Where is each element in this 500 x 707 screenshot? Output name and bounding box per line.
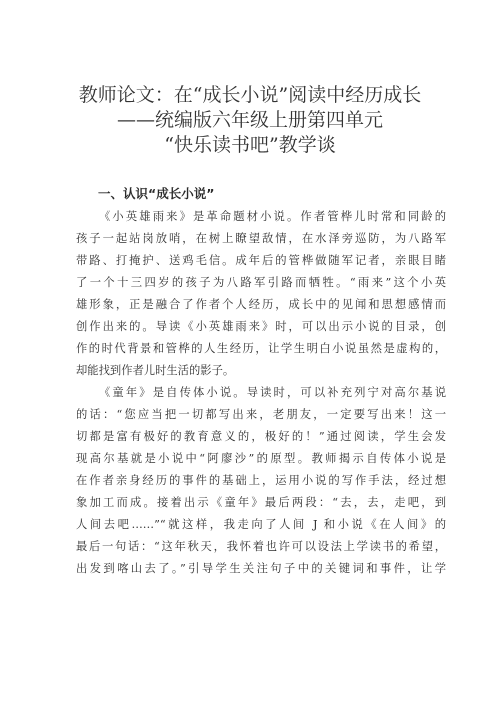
paragraph-line: 创作出来的。导读《小英雄雨来》时，可以出示小说的目录，创 xyxy=(76,320,446,333)
subtitle-line: ——统编版六年级上册第四单元 xyxy=(116,109,383,131)
subtitle-line: “快乐读书吧”教学谈 xyxy=(164,134,336,156)
paragraph-line: 象加工而成。接着出示《童年》最后两段：“去，去，走吧，到 xyxy=(76,496,446,509)
paragraph-line: 孩子一起站岗放哨，在树上瞭望敌情，在水泽旁巡防，为八路军 xyxy=(76,232,446,245)
paragraph-line: 出发到喀山去了。”引导学生关注句子中的关键词和事件，让学 xyxy=(76,562,446,575)
paragraph-line: 带路、打掩护、送鸡毛信。成年后的管桦做随军记者，亲眼目睹 xyxy=(76,254,446,267)
document-title xyxy=(0,83,500,158)
section-heading: 一、认识“成长小说” xyxy=(98,186,215,201)
paragraph-line: 的话：“您应当把一切都写出来，老朋友，一定要写出来！这一 xyxy=(76,408,446,421)
paragraph-line: 在作者亲身经历的事件的基础上，运用小说的写作手法，经过想 xyxy=(76,474,446,487)
paragraph-line: 《小英雄雨来》是革命题材小说。作者管桦儿时常和同龄的 xyxy=(99,210,446,223)
paragraph-line: 《童年》是自传体小说。导读时，可以补充列宁对高尔基说 xyxy=(99,386,446,399)
paragraph-line: 却能找到作者儿时生活的影子。 xyxy=(76,364,235,377)
paragraph-line: 雄形象，正是融合了作者个人经历，成长中的见闻和思想感情而 xyxy=(76,298,446,311)
title-line: 教师论文：在“成长小说”阅读中经历成长 xyxy=(78,84,422,106)
paragraph-line: 切都是富有极好的教育意义的，极好的！”通过阅读，学生会发 xyxy=(76,430,446,443)
paragraph-line: 现高尔基就是小说中“阿廖沙”的原型。教师揭示自传体小说是 xyxy=(76,452,446,465)
body-text xyxy=(76,206,446,580)
paragraph-line: 作的时代背景和管桦的人生经历，让学生明白小说虽然是虚构的， xyxy=(76,342,446,355)
paragraph-line: 人间去吧……”“就这样，我走向了人间 J 和小说《在人间》的 xyxy=(76,518,446,531)
paragraph-line: 了一个十三四岁的孩子为八路军引路而牺牲。“雨来”这个小英 xyxy=(76,276,446,289)
paragraph-line: 最后一句话：“这年秋天，我怀着也许可以设法上学读书的希望， xyxy=(76,540,446,553)
